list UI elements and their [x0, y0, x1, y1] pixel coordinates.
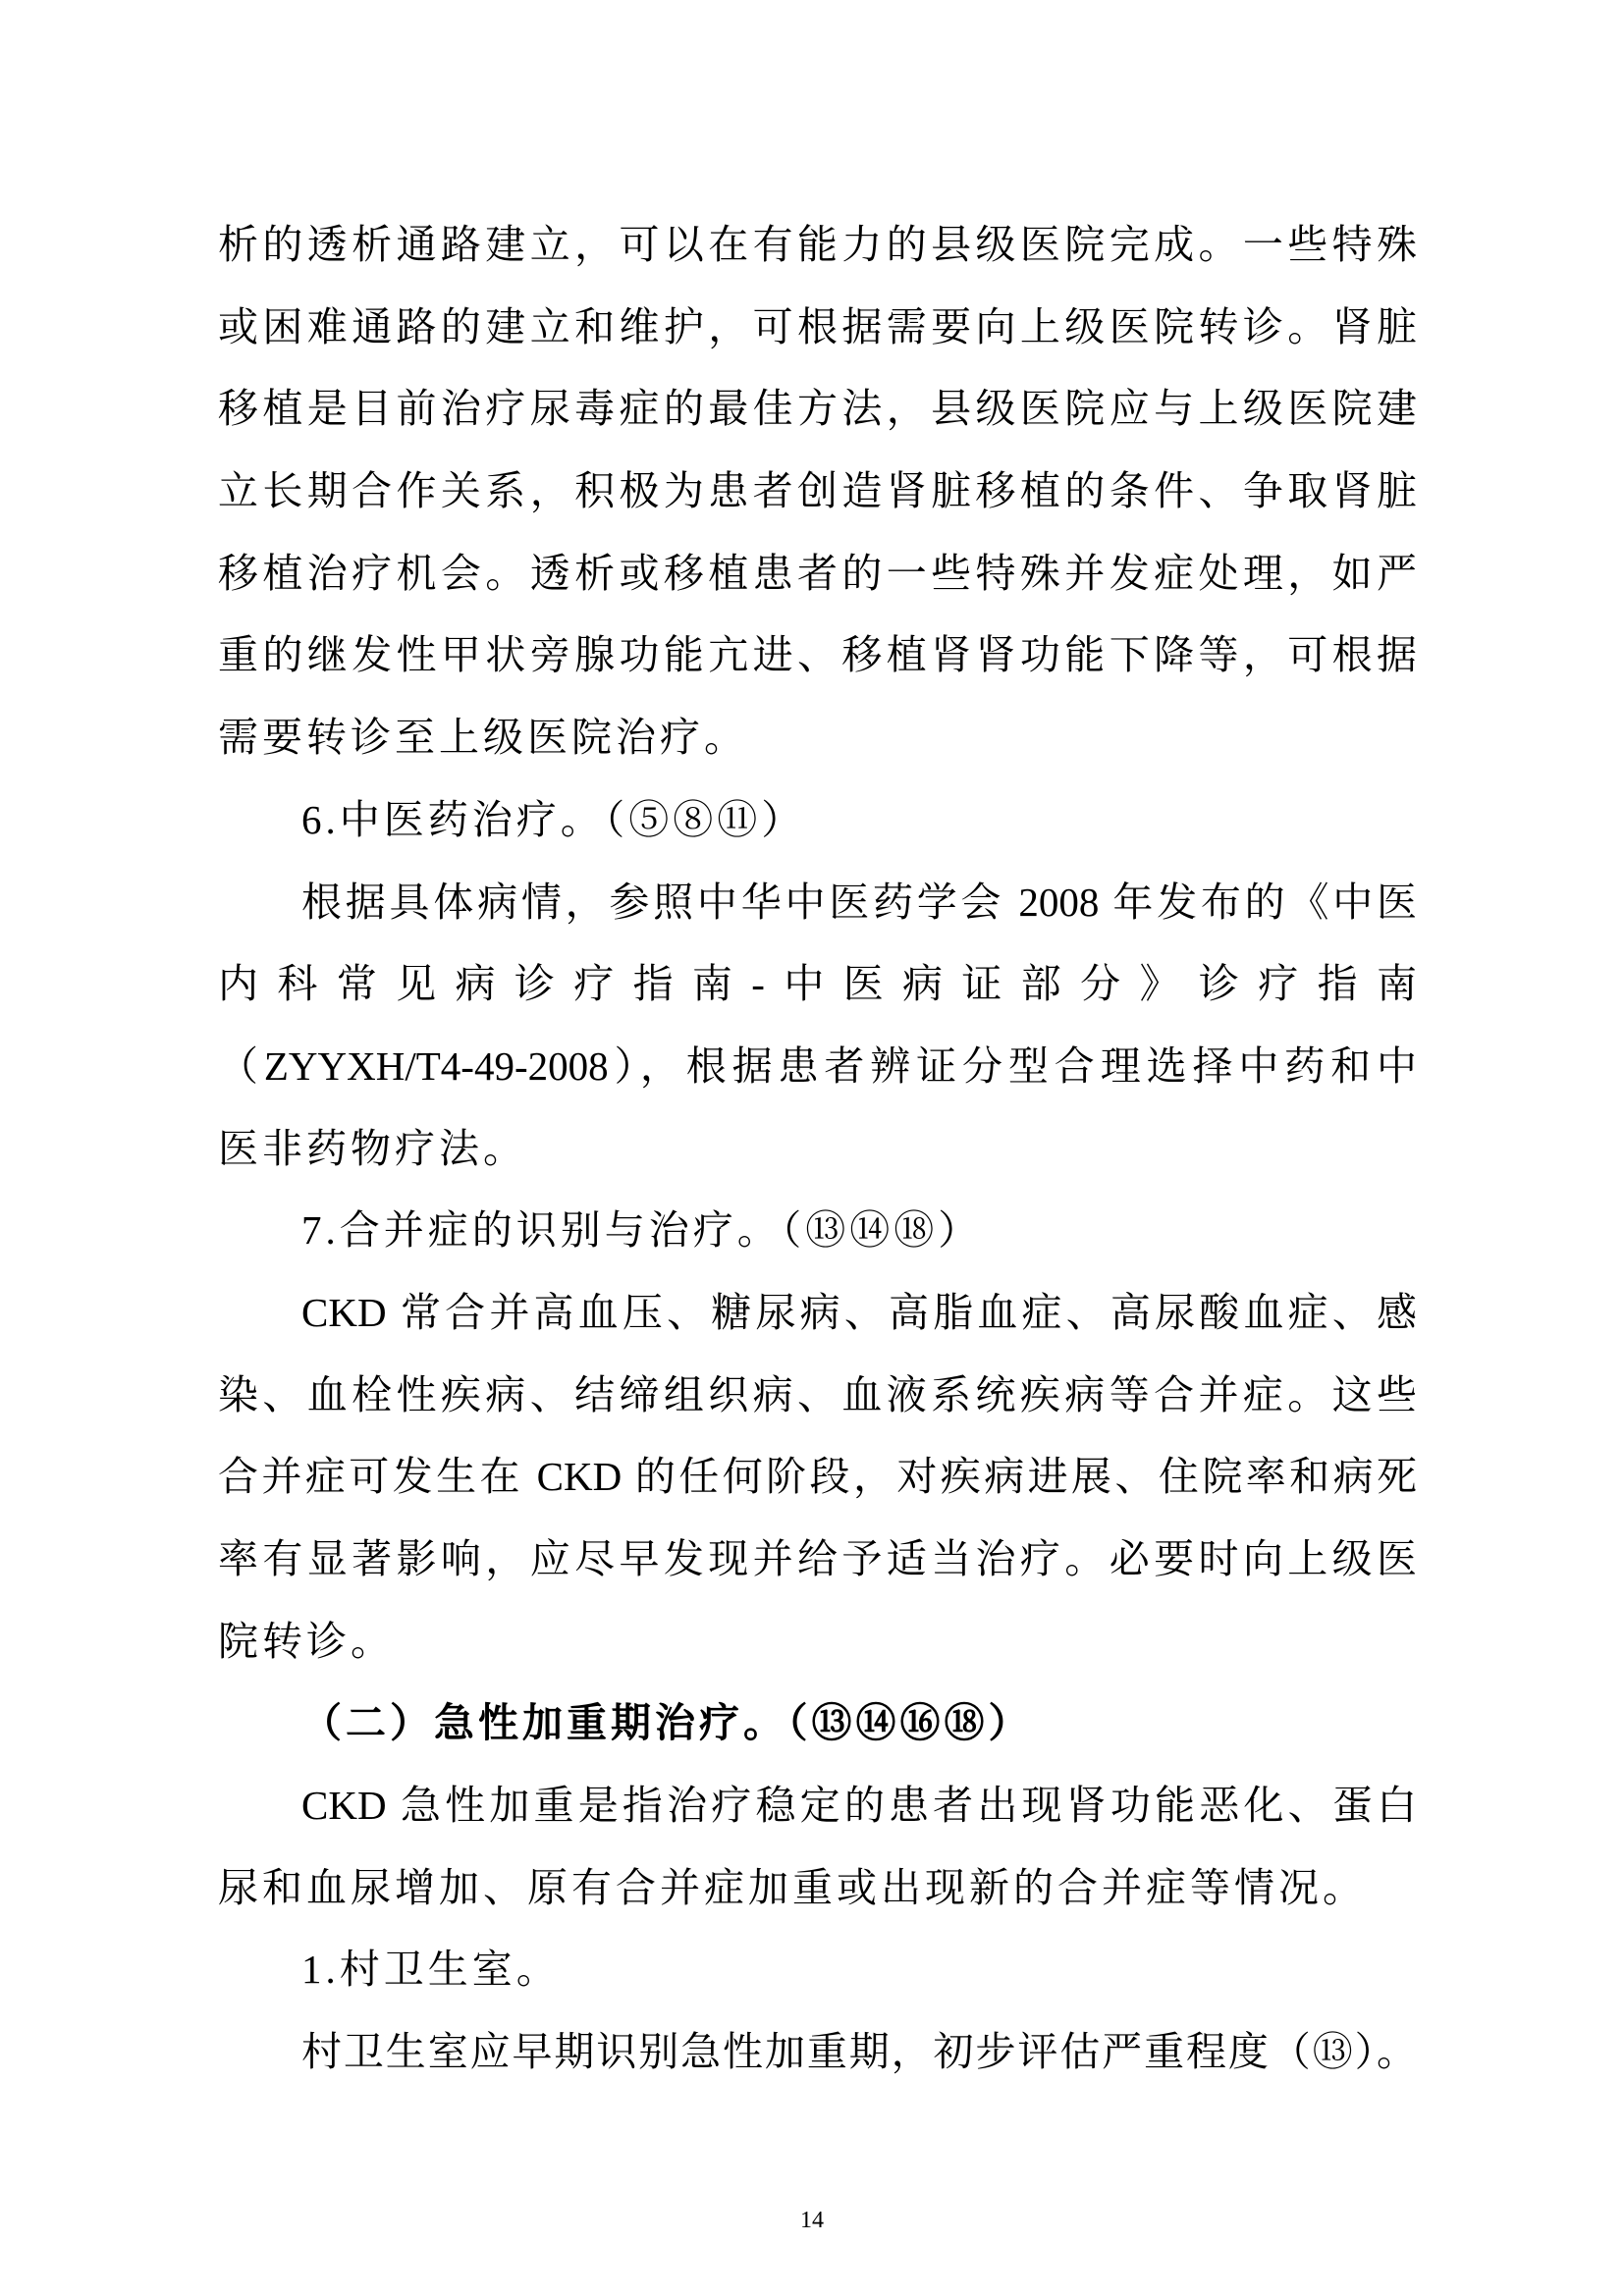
- text-line: 合并症可发生在 CKD 的任何阶段，对疾病进展、住院率和病死: [218, 1454, 1417, 1500]
- text-line: 村卫生室应早期识别急性加重期，初步评估严重程度（⑬）。: [301, 2029, 1417, 2075]
- page-number: 14: [800, 2208, 824, 2233]
- subsection2-paragraph: [218, 1765, 1417, 1929]
- text-line: 染、血栓性疾病、结缔组织病、血液系统疾病等合并症。这些: [218, 1371, 1417, 1417]
- item7-heading: 7.合并症的识别与治疗。（⑬⑭⑱）: [301, 1207, 983, 1254]
- body-text: [218, 204, 1417, 2094]
- item6-paragraph: [218, 862, 1417, 1191]
- text-line: 率有显著影响，应尽早发现并给予适当治疗。必要时向上级医: [218, 1536, 1417, 1581]
- item7-paragraph: [218, 1272, 1417, 1682]
- text-line: 移植治疗机会。透析或移植患者的一些特殊并发症处理，如严: [218, 550, 1417, 596]
- continuation-paragraph: [218, 204, 1417, 779]
- text-line: 需要转诊至上级医院治疗。: [218, 715, 748, 761]
- subsection2-heading: （二）急性加重期治疗。（⑬⑭⑯⑱）: [301, 1700, 1033, 1746]
- text-line: 尿和血尿增加、原有合并症加重或出现新的合并症等情况。: [218, 1864, 1367, 1910]
- text-line: （ZYYXH/T4-49-2008），根据患者辨证分型合理选择中药和中: [218, 1042, 1417, 1089]
- text-line: 根据具体病情，参照中华中医药学会 2008 年发布的《中医: [301, 879, 1417, 925]
- text-line: 移植是目前治疗尿毒症的最佳方法，县级医院应与上级医院建: [218, 386, 1417, 432]
- item6-heading: 6.中医药治疗。（⑤⑧⑪）: [301, 796, 806, 842]
- text-line: 重的继发性甲状旁腺功能亢进、移植肾肾功能下降等，可根据: [218, 632, 1417, 678]
- text-line: 医非药物疗法。: [218, 1125, 527, 1171]
- text-line: CKD 常合并高血压、糖尿病、高脂血症、高尿酸血症、感: [301, 1289, 1417, 1335]
- item1-heading: 1.村卫生室。: [301, 1947, 561, 1993]
- item1-paragraph: [218, 2011, 1417, 2094]
- text-line: 析的透析通路建立，可以在有能力的县级医院完成。一些特殊: [218, 222, 1417, 267]
- text-line: 立长期合作关系，积极为患者创造肾脏移植的条件、争取肾脏: [218, 468, 1417, 514]
- text-line: 内科常见病诊疗指南-中医病证部分》诊疗指南: [218, 961, 1417, 1007]
- text-line: 院转诊。: [218, 1618, 395, 1664]
- text-line: 或困难通路的建立和维护，可根据需要向上级医院转诊。肾脏: [218, 303, 1417, 349]
- text-line: CKD 急性加重是指治疗稳定的患者出现肾功能恶化、蛋白: [301, 1783, 1417, 1829]
